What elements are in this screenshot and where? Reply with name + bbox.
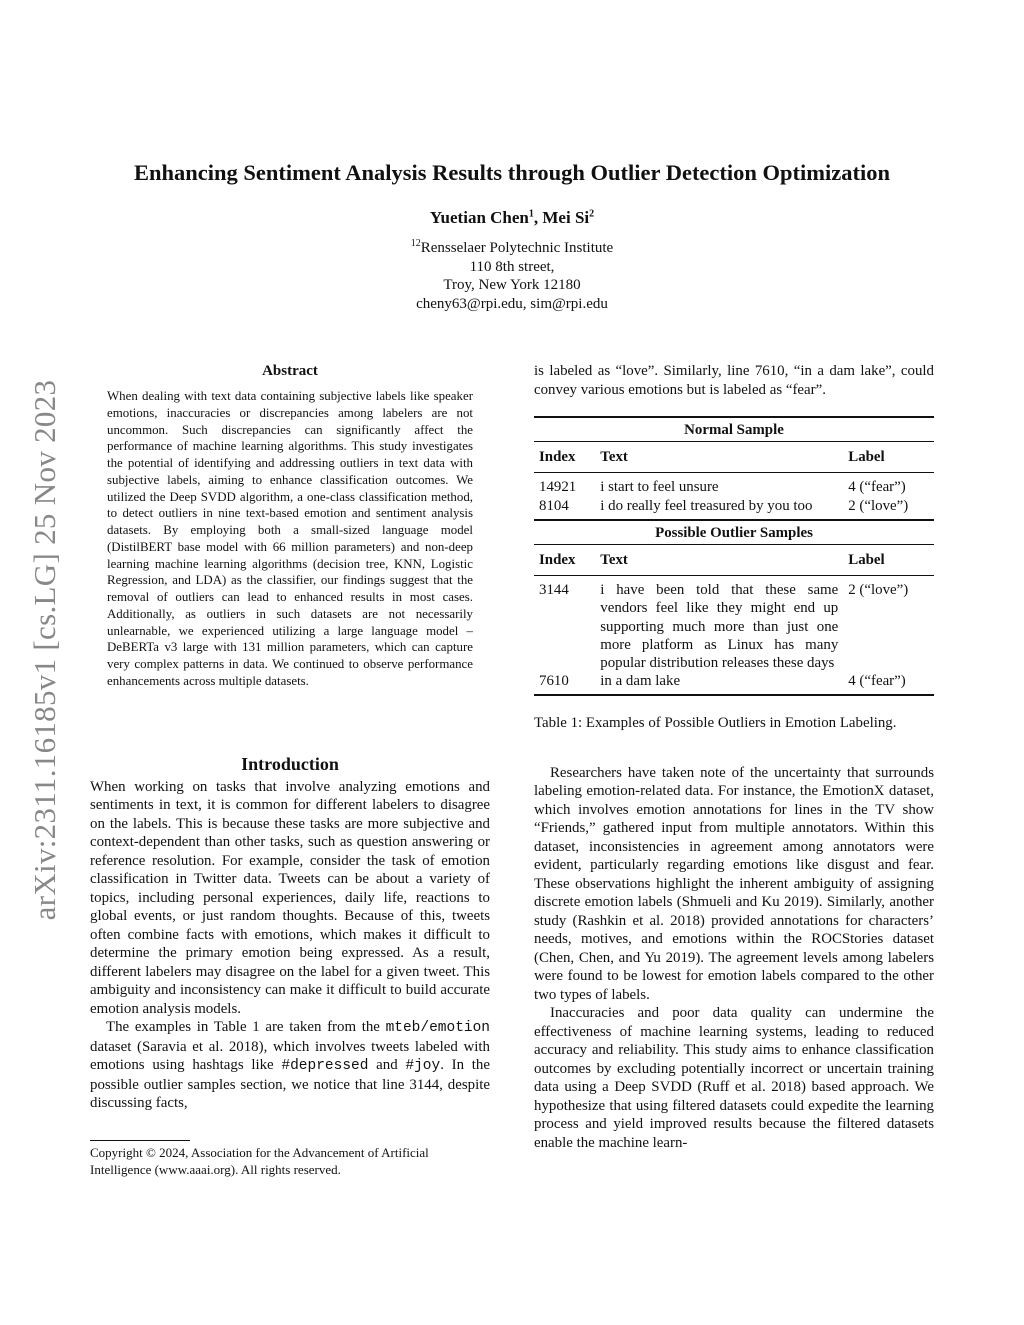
abstract xyxy=(107,363,473,690)
cell-index: 14921 xyxy=(539,479,577,496)
cell-label: 4 (“fear”) xyxy=(848,673,906,690)
table-row xyxy=(534,473,934,497)
arxiv-stamp: arXiv:2311.16185v1 [cs.LG] 25 Nov 2023 xyxy=(27,379,62,921)
cell-index: 8104 xyxy=(539,497,569,514)
column-header: Text xyxy=(600,552,628,569)
paragraph: Researchers have taken note of the uncertainty that surrounds labeling emotion-related data. For instance, the EmotionX dataset, which involves emotion annotations for lines in the TV show “Friends,” gathered input from multiple annotators. Within this dataset, inconsistencies in agreement among annotators were evident, particularly regarding emotions like disgust and fear. These observations highlight the inherent ambiguity of assigning discrete emotion labels (Shmueli and Ku 2019). Similarly, another study (Rashkin et al. 2018) provided annotations for characters’ needs, motives, and emotions within the ROCStories dataset (Chen, Chen, and Yu 2019). The agreement levels among labelers were found to be lowest for emotion labels compared to the other two types of labels. xyxy=(534,764,934,1003)
table-row xyxy=(534,672,934,695)
column-header: Text xyxy=(600,449,628,466)
authors xyxy=(0,208,1024,228)
table-row xyxy=(534,576,934,673)
affiliation xyxy=(0,239,1024,313)
cell-index: 3144 xyxy=(539,582,569,599)
cell-text: i do really feel treasured by you too xyxy=(600,497,813,514)
paragraph: is labeled as “love”. Similarly, line 7610, “in a dam lake”, could convey various emotions but is labeled as “fear”. xyxy=(534,363,934,398)
cell-index: 7610 xyxy=(539,673,569,690)
cell-label: 4 (“fear”) xyxy=(848,479,906,496)
section-heading-introduction: Introduction xyxy=(241,754,339,774)
footnote-text: Copyright © 2024, Association for the Advancement of Artificial Intelligence (www.aaai.org). All rights reserved. xyxy=(90,1145,429,1177)
institute: Rensselaer Polytechnic Institute xyxy=(420,240,614,256)
footnote-rule xyxy=(90,1140,190,1141)
column-header: Label xyxy=(848,552,885,569)
author-name: Yuetian Chen xyxy=(429,208,529,227)
paragraph: When working on tasks that involve analyzing emotions and sentiments in text, it is common for different labelers to disagree on the labels. This is because these tasks are more subjective and context-dependent than other tasks, such as question answering or reference resolution. For example, consider the task of emotion classification in Twitter data. Tweets can be about a variety of topics, including personal experiences, daily life, reactions to global events, or just random thoughts. Because of this, tweets often combine facts with emotions, which makes it difficult to determine the primary emotion being expressed. As a result, different labelers may disagree on the label for a given tweet. This ambiguity and inconsistency can make it difficult to build accurate emotion analysis models. xyxy=(90,778,490,1017)
author-name: Mei Si xyxy=(542,208,590,227)
copyright-footnote xyxy=(90,1140,490,1178)
hashtag: #joy xyxy=(405,1058,441,1074)
paper-title: Enhancing Sentiment Analysis Results through Outlier Detection Optimization xyxy=(133,160,891,185)
table-group-title: Normal Sample xyxy=(684,422,784,438)
paragraph xyxy=(90,1018,490,1113)
cell-label: 2 (“love”) xyxy=(848,582,909,599)
hashtag: #depressed xyxy=(281,1058,369,1074)
text-run: The examples in Table 1 are taken from the xyxy=(106,1019,386,1035)
text-run: dataset (Saravia et al. 2018), which involves tweets labeled with emotions using hashtags like xyxy=(90,1038,490,1073)
cell-text: in a dam lake xyxy=(600,673,681,690)
author-affil-mark: 2 xyxy=(589,208,595,220)
emails: cheny63@rpi.edu, sim@rpi.edu xyxy=(416,295,608,312)
abstract-heading: Abstract xyxy=(262,363,318,379)
author-affil-mark: 1 xyxy=(528,208,534,220)
text-run: and xyxy=(368,1057,406,1073)
column-header: Index xyxy=(539,449,576,466)
cell-label: 2 (“love”) xyxy=(848,497,909,514)
left-column xyxy=(90,755,490,1113)
paragraph: Inaccuracies and poor data quality can undermine the effectiveness of machine learning systems, leading to reduced accuracy and reliability. This study aims to enhance classification outcomes by excluding potentially incorrect or uncertain training data using a Deep SVDD (Ruff et al. 2018) based approach. We hypothesize that using filtered datasets could expedite the learning process and yield improved results because the filtered datasets enable the machine learn- xyxy=(534,1005,934,1151)
column-header: Index xyxy=(539,552,576,569)
cell-text: i start to feel unsure xyxy=(600,479,719,496)
abstract-text: When dealing with text data containing subjective labels like speaker emotions, inaccuracies or discrepancies among labelers are not uncommon. Such discrepancies can significantly affect the performance of machine learning algorithms. This study investigates the potential of identifying and addressing outliers in text data with subjective labels, aiming to enhance classification outcomes. We utilized the Deep SVDD algorithm, a one-class classification method, to detect outliers in nine text-based emotion and sentiment analysis datasets. By employing both a small-sized language model (DistilBERT base model with 66 million parameters) and non-deep learning machine learning algorithms (decision tree, KNN, Logistic Regression, and LDA) as the classifier, our findings suggest that the removal of outliers can lead to enhanced results in most cases. Additionally, as outliers in such datasets are not necessarily unlearnable, we experienced utilizing a large language model – DeBERTa v3 large with 131 million parameters, which can capture very complex patterns in data. We continued to observe performance enhancements across multiple datasets. xyxy=(107,389,473,688)
table-caption: Table 1: Examples of Possible Outliers in Emotion Labeling. xyxy=(534,715,897,732)
cell-text: i have been told that these same vendors feel like they might end up supporting much more than just one more platform as Linux has many popular distribution releases these days xyxy=(600,582,839,672)
outlier-examples-table xyxy=(534,416,934,696)
column-header: Label xyxy=(848,449,885,466)
street: 110 8th street, xyxy=(469,258,555,275)
city: Troy, New York 12180 xyxy=(443,277,581,293)
right-column xyxy=(534,362,934,1152)
text-run: . In the possible outlier samples section, we notice that line 3144, despite discussing facts, xyxy=(90,1057,490,1111)
dataset-name: mteb/emotion xyxy=(385,1020,490,1036)
author-separator: , xyxy=(533,208,543,227)
table-group-title: Possible Outlier Samples xyxy=(655,524,813,541)
affil-mark: 12 xyxy=(410,238,421,249)
table-row xyxy=(534,497,934,520)
